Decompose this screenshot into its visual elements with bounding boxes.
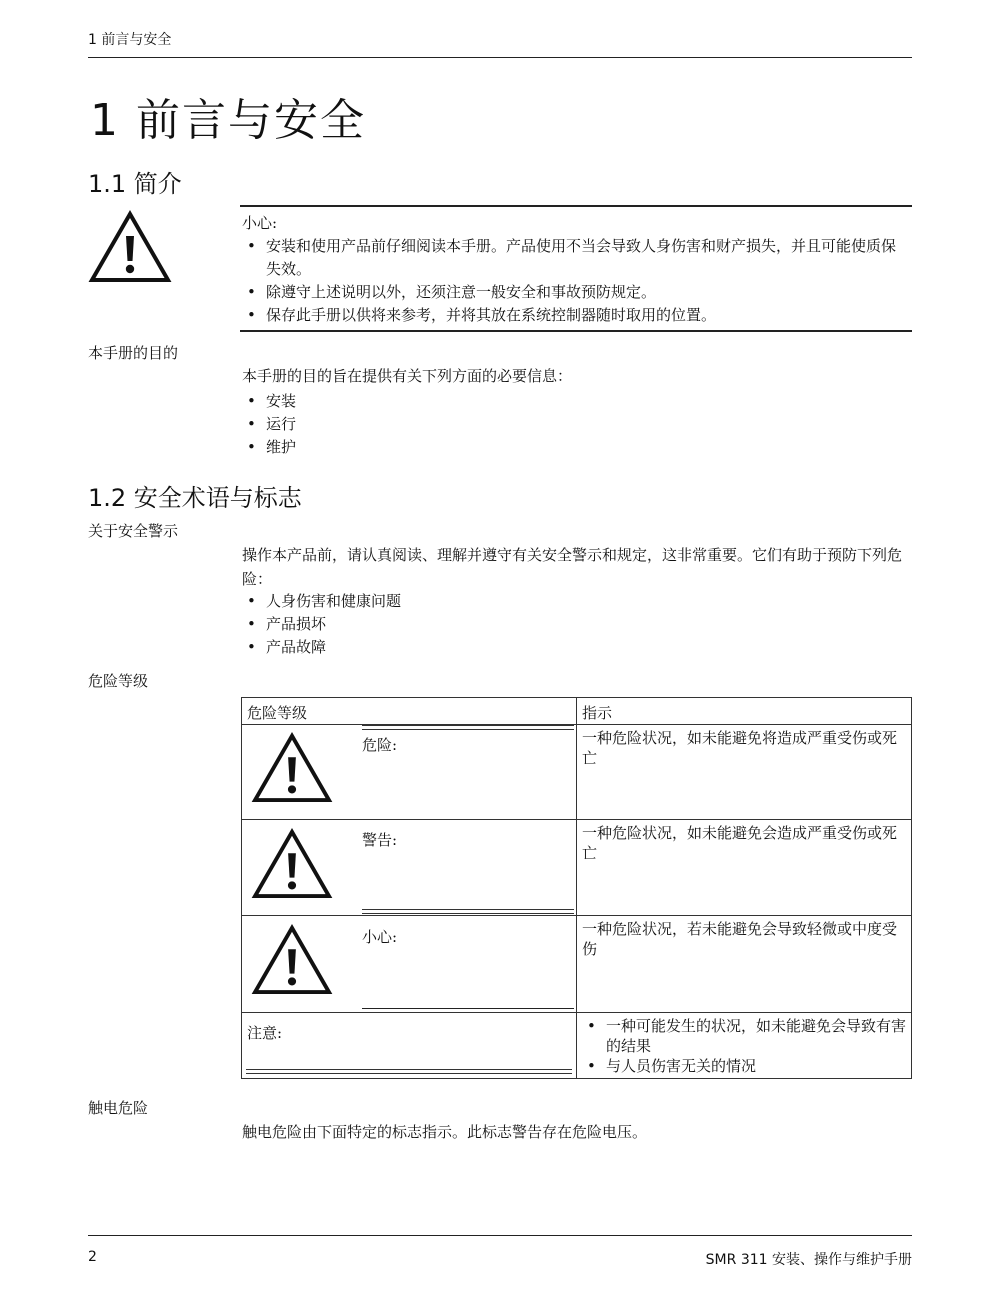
purpose-item: • 维护 (242, 436, 296, 459)
header-rule (88, 57, 912, 58)
footer-doc-title: SMR 311 安装、操作与维护手册 (705, 1252, 912, 1268)
caution-item: • 保存此手册以供将来参考，并将其放在系统控制器随时取用的位置。 (242, 304, 910, 327)
table-header-level: 危险等级 (247, 704, 308, 722)
hazard-item: • 人身伤害和健康问题 (242, 590, 401, 613)
page-number: 2 (88, 1249, 97, 1265)
table-header-indication: 指示 (582, 704, 613, 722)
caution-list (242, 235, 910, 327)
safety-alerts-intro: 操作本产品前，请认真阅读、理解并遵守有关安全警示和规定，这非常重要。它们有助于预防下列危险： (242, 546, 903, 588)
signal-word-rule (362, 725, 574, 730)
hazard-item: • 产品损坏 (242, 613, 401, 636)
table-row-divider (242, 819, 911, 820)
warning-triangle-icon (251, 924, 333, 996)
indication-caution: 一种危险状况，若未能避免会导致轻微或中度受伤 (582, 920, 898, 958)
electrical-hazard-text: 触电危险由下面特定的标志指示。此标志警告存在危险电压。 (242, 1123, 648, 1141)
signal-word-caution: 小心: (362, 928, 398, 946)
signal-word-rule (362, 1008, 574, 1009)
table-row-divider (242, 915, 911, 916)
table-column-divider (576, 698, 577, 1078)
electrical-hazard-label: 触电危险 (88, 1099, 149, 1117)
signal-word-notice: 注意: (247, 1024, 283, 1042)
signal-word-danger: 危险: (362, 736, 398, 754)
chapter-title: 1 前言与安全 (90, 95, 366, 146)
caution-bottom-rule (240, 330, 912, 332)
notice-rule (246, 1069, 572, 1074)
caution-item: • 除遵守上述说明以外，还须注意一般安全和事故预防规定。 (242, 281, 910, 304)
caution-item: • 安装和使用产品前仔细阅读本手册。产品使用不当会导致人身伤害和财产损失，并且可能使质保失效。 (242, 235, 910, 281)
running-header: 1 前言与安全 (88, 32, 172, 48)
warning-triangle-icon (251, 732, 333, 804)
indication-warning: 一种危险状况，如未能避免会造成严重受伤或死亡 (582, 824, 898, 862)
caution-label: 小心: (242, 214, 278, 232)
footer-rule (88, 1235, 912, 1236)
purpose-item: • 安装 (242, 390, 296, 413)
indication-danger: 一种危险状况，如未能避免将造成严重受伤或死亡 (582, 729, 898, 767)
notice-item: • 与人员伤害无关的情况 (582, 1056, 908, 1076)
table-row-divider (242, 1012, 911, 1013)
section-title-safety-terms: 1.2 安全术语与标志 (88, 484, 302, 512)
purpose-list (242, 390, 296, 459)
notice-item: • 一种可能发生的状况，如未能避免会导致有害的结果 (582, 1016, 908, 1056)
caution-top-rule (240, 205, 912, 207)
hazard-item: • 产品故障 (242, 636, 401, 659)
signal-word-warning: 警告: (362, 831, 398, 849)
warning-triangle-icon (251, 828, 333, 900)
purpose-intro: 本手册的目的旨在提供有关下列方面的必要信息： (242, 367, 573, 385)
section-title-intro: 1.1 简介 (88, 170, 182, 198)
warning-triangle-icon (88, 210, 172, 284)
hazard-levels-table (241, 697, 912, 1079)
notice-list (582, 1016, 908, 1076)
safety-alerts-label: 关于安全警示 (88, 522, 179, 540)
signal-word-rule (362, 909, 574, 914)
table-row-divider (242, 724, 911, 725)
hazard-levels-label: 危险等级 (88, 672, 149, 690)
purpose-item: • 运行 (242, 413, 296, 436)
purpose-label: 本手册的目的 (88, 344, 179, 362)
safety-alerts-list (242, 590, 401, 659)
